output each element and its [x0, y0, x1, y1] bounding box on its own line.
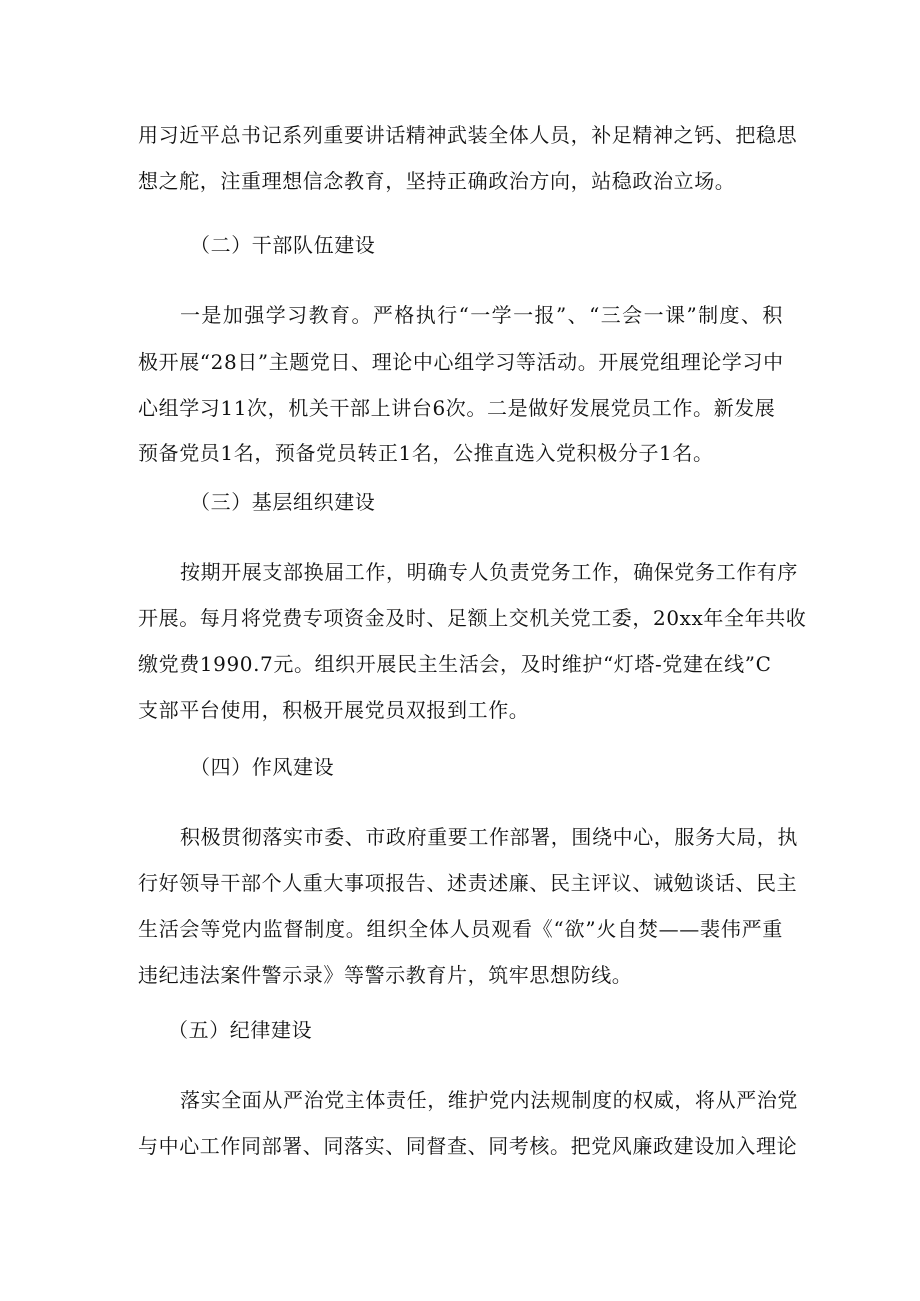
paragraph-line: 想之舵，注重理想信念教育，坚持正确政治方向，站稳政治立场。 [138, 169, 736, 193]
paragraph-line: 按期开展支部换届工作，明确专人负责党务工作，确保党务工作有序 [180, 560, 798, 584]
paragraph-line: 积极贯彻落实市委、市政府重要工作部署，围绕中心，服务大局，执 [180, 825, 798, 849]
paragraph-line: 行好领导干部个人重大事项报告、述责述廉、民主评议、诫勉谈话、民主 [138, 871, 798, 895]
section-heading: （二）干部队伍建设 [190, 233, 376, 257]
paragraph-line: 落实全面从严治党主体责任，维护党内法规制度的权威，将从严治党 [180, 1088, 798, 1112]
paragraph-line: 违纪违法案件警示录》等警示教育片，筑牢思想防线。 [138, 963, 633, 987]
section-heading: （五）纪律建设 [168, 1018, 313, 1042]
paragraph-line: 开展。每月将党费专项资金及时、足额上交机关党工委，20xx年全年共收 [138, 606, 807, 630]
paragraph-line: 与中心工作同部署、同落实、同督查、同考核。把党风廉政建设加入理论 [138, 1134, 798, 1158]
paragraph-line: 支部平台使用，积极开展党员双报到工作。 [138, 698, 530, 722]
paragraph-line: 用习近平总书记系列重要讲话精神武装全体人员，补足精神之钙、把稳思 [138, 123, 798, 147]
section-heading: （三）基层组织建设 [190, 490, 376, 514]
paragraph-line: 极开展“28日”主题党日、理论中心组学习等活动。开展党组理论学习中 [138, 350, 784, 374]
section-heading: （四）作风建设 [190, 755, 335, 779]
paragraph-line: 一是加强学习教育。严格执行“一学一报”、“三会一课”制度、积 [180, 303, 783, 327]
paragraph-line: 生活会等党内监督制度。组织全体人员观看《“欲”火自焚——裴伟严重 [138, 917, 783, 941]
paragraph-line: 心组学习11次，机关干部上讲台6次。二是做好发展党员工作。新发展 [138, 396, 776, 420]
paragraph-line: 缴党费1990.7元。组织开展民主生活会，及时维护“灯塔-党建在线”C [138, 652, 772, 676]
paragraph-line: 预备党员1名，预备党员转正1名，公推直选入党积极分子1名。 [138, 441, 714, 465]
